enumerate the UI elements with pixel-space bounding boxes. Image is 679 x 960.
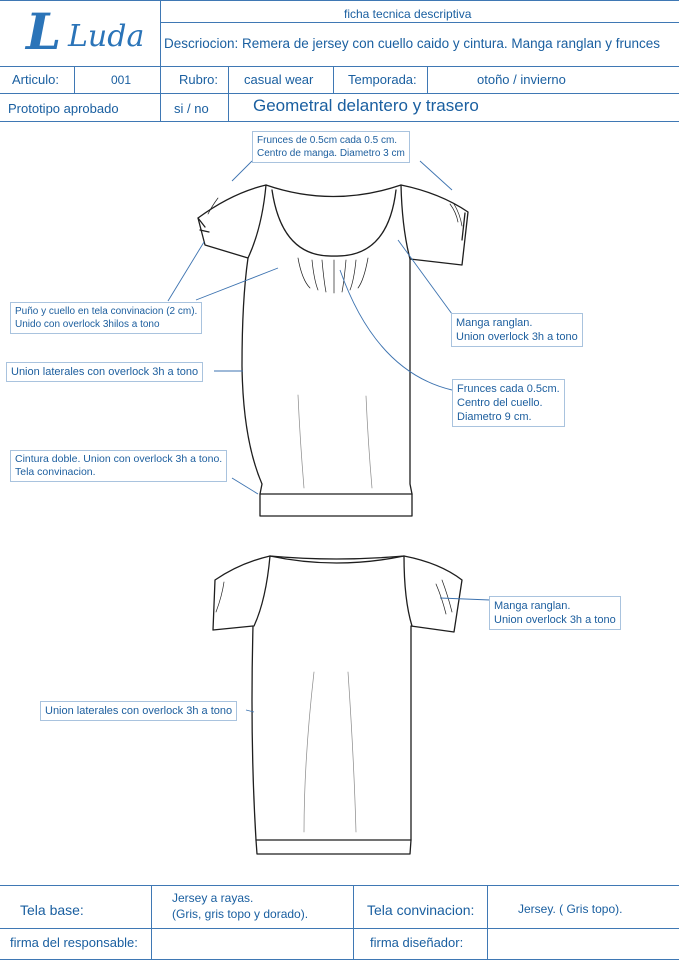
callout-back-manga-ranglan <box>489 596 621 630</box>
front-gathers <box>298 258 368 293</box>
callout-line: Cintura doble. Union con overlock 3h a tono. <box>15 453 223 465</box>
callout-line: Frunces de 0.5cm cada 0.5 cm. <box>257 135 398 146</box>
back-sleeve-gathers <box>216 580 452 614</box>
front-garment-outline <box>198 185 468 516</box>
description: Descriocion: Remera de jersey con cuello caido y cintura. Manga ranglan y frunces <box>164 36 660 51</box>
callout-cintura <box>10 450 227 482</box>
brand-logo: L Luda <box>26 2 145 61</box>
tela-convinacion-value: Jersey. ( Gris topo). <box>518 902 623 916</box>
tela-base-value-line2: (Gris, gris topo y dorado). <box>172 907 309 921</box>
back-garment-outline <box>213 556 462 854</box>
callout-line: Centro del cuello. <box>457 397 543 409</box>
callout-line: Centro de manga. Diametro 3 cm <box>257 148 405 159</box>
articulo-label: Articulo: <box>12 72 59 87</box>
leader-puno-cuello-b <box>196 268 278 300</box>
sheet-title: ficha tecnica descriptiva <box>344 7 472 21</box>
callout-frunces-manga <box>252 131 410 163</box>
callout-line: Union overlock 3h a tono <box>456 331 578 343</box>
brand-name: Luda <box>68 19 145 54</box>
callout-union-laterales <box>6 362 203 382</box>
rubro-value: casual wear <box>244 72 314 87</box>
callout-puno-cuello <box>10 302 202 334</box>
prototype-label: Prototipo aprobado <box>8 101 119 116</box>
back-drape-lines <box>304 672 356 832</box>
firma-disenador-label: firma diseñador: <box>370 935 464 950</box>
callout-line: Puño y cuello en tela convinacion (2 cm). <box>15 306 198 317</box>
callout-line: Union laterales con overlock 3h a tono <box>45 705 233 717</box>
prototype-value: si / no <box>174 101 209 116</box>
front-sleeve-gathers <box>208 198 462 226</box>
leader-manga-ranglan <box>398 240 452 314</box>
leader-cintura <box>232 478 258 494</box>
front-raglan-seam-right <box>401 185 410 259</box>
callout-manga-ranglan <box>451 313 583 347</box>
firma-responsable-label: firma del responsable: <box>10 935 138 950</box>
articulo-value: 001 <box>111 73 132 87</box>
leader-frunces-manga-left <box>232 161 252 181</box>
leader-back-manga <box>440 598 490 600</box>
back-raglan-seam-right <box>404 556 412 626</box>
callout-line: Manga ranglan. <box>456 317 533 329</box>
leader-puno-cuello-a <box>168 242 204 301</box>
callout-line: Frunces cada 0.5cm. <box>457 383 560 395</box>
callout-line: Union overlock 3h a tono <box>494 614 616 626</box>
callout-frunces-cuello <box>452 379 565 427</box>
leader-back-laterales <box>246 710 254 712</box>
callout-line: Manga ranglan. <box>494 600 571 612</box>
callout-line: Tela convinacion. <box>15 466 96 478</box>
tela-base-value-line1: Jersey a rayas. <box>172 891 254 905</box>
back-raglan-seam-left <box>254 556 270 626</box>
leader-frunces-cuello <box>340 270 452 390</box>
leader-frunces-manga-right <box>420 161 452 190</box>
tela-convinacion-label: Tela convinacion: <box>367 902 475 918</box>
view-title: Geometral delantero y trasero <box>253 96 479 115</box>
callout-line: Union laterales con overlock 3h a tono <box>11 366 199 378</box>
tela-base-label: Tela base: <box>20 902 84 918</box>
front-raglan-seam-left <box>248 185 266 258</box>
front-sleeve-cuff-right <box>462 213 465 240</box>
callout-line: Diametro 9 cm. <box>457 411 532 423</box>
temporada-label: Temporada: <box>348 72 417 87</box>
callout-line: Unido con overlock 3hilos a tono <box>15 319 160 330</box>
front-hem-drape <box>298 395 372 488</box>
temporada-value: otoño / invierno <box>477 72 566 87</box>
front-neckband <box>272 190 396 256</box>
callout-back-union-laterales <box>40 701 237 721</box>
rubro-label: Rubro: <box>179 72 219 87</box>
